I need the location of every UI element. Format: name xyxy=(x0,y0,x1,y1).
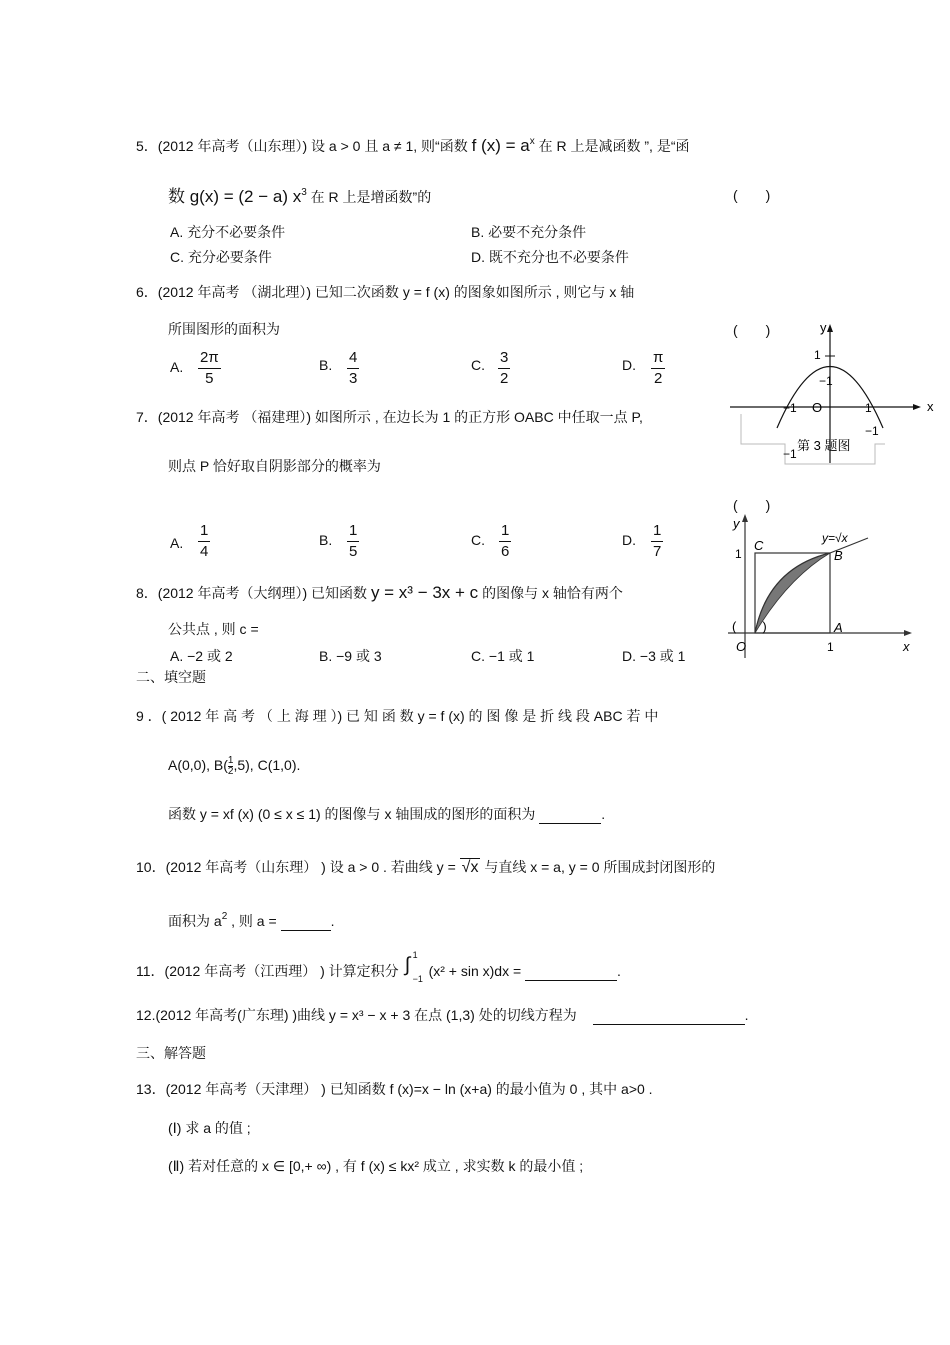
x-neg-one-label: −1 xyxy=(783,401,797,415)
x-one-label-2: 1 xyxy=(827,640,834,654)
q10-line2 xyxy=(168,908,334,931)
q8-answer-paren: ( ) xyxy=(732,619,767,634)
neg-one-inner: −1 xyxy=(819,374,833,388)
q9-points-a: A(0,0), B( xyxy=(168,757,228,774)
q10-end: . xyxy=(330,913,335,929)
q6-option-d-label: D. xyxy=(622,357,636,373)
q7-option-c-frac xyxy=(499,521,511,562)
q6-line1: 6．(2012 年高考 （湖北理）) 已知二次函数 y = f (x) 的图象如图所示 , 则它与 x 轴 xyxy=(136,284,635,300)
q7-option-b-frac xyxy=(347,521,359,562)
q9-line1: 9 ．( 2012 年 高 考 （ 上 海 理 ）) 已 知 函 数 y = f (x) 的 图 像 是 折 线 段 ABC 若 中 xyxy=(136,708,659,724)
q9-line3 xyxy=(168,805,605,824)
q10-sup: 2 xyxy=(221,911,228,922)
q6-b-num: 4 xyxy=(347,348,359,369)
q10-line1-rest: 与直线 x = a, y = 0 所围成封闭图形的 xyxy=(484,859,716,875)
q8-fx: y = x³ − 3x + c xyxy=(370,583,479,602)
q12-end: . xyxy=(744,1007,749,1023)
q5-fx: f (x) = a xyxy=(471,136,530,155)
point-a-label: A xyxy=(834,620,843,635)
q10-root-var: x xyxy=(470,859,479,876)
x-label-2: x xyxy=(903,639,910,654)
q10-sqrt: √x xyxy=(461,859,479,876)
q8-option-b: B. −9 或 3 xyxy=(319,648,382,664)
q13-line1: 13．(2012 年高考（天津理） ) 已知函数 f (x)=x − ln (x+a) 的最小值为 0 , 其中 a>0 . xyxy=(136,1081,653,1097)
q6-c-den: 2 xyxy=(500,370,509,387)
q9-line3-text: 函数 y = xf (x) (0 ≤ x ≤ 1) 的图像与 x 轴围成的图形的面积为 xyxy=(168,806,536,822)
q7-a-num: 1 xyxy=(198,521,210,542)
point-c-label: C xyxy=(754,538,764,553)
q6-line2: 所围图形的面积为 xyxy=(168,321,280,337)
y-label: y xyxy=(820,320,827,335)
q11-answer-blank[interactable] xyxy=(525,962,617,981)
q7-option-a-label: A. xyxy=(170,535,184,551)
q8-line2: 公共点 , 则 c = xyxy=(168,621,259,637)
x-axis-arrow-2 xyxy=(904,630,912,636)
sqrt-curve xyxy=(755,538,868,633)
q8-line1-rest: 的图像与 x 轴恰有两个 xyxy=(482,585,623,601)
q8-option-a: A. −2 或 2 xyxy=(170,648,233,664)
q8-option-c: C. −1 或 1 xyxy=(471,648,535,664)
q6-a-num: 2π xyxy=(198,348,221,369)
q12-answer-blank[interactable] xyxy=(593,1006,745,1025)
q10-answer-blank[interactable] xyxy=(281,912,331,931)
q5-option-a: A. 充分不必要条件 xyxy=(170,224,286,240)
q9-line2 xyxy=(168,756,300,777)
y-axis-arrow-2 xyxy=(742,514,748,522)
q5-line1-text: 5．(2012 年高考（山东理）) 设 a > 0 且 a ≠ 1, 则“函数 xyxy=(136,138,468,154)
q5-answer-paren: ( ) xyxy=(733,187,771,203)
q7-d-num: 1 xyxy=(651,521,663,542)
q8-option-d: D. −3 或 1 xyxy=(622,648,686,664)
section-fill-in: 二、填空题 xyxy=(136,669,206,685)
x-label: x xyxy=(927,399,934,414)
q6-answer-paren: ( ) xyxy=(733,322,771,338)
q5-line1 xyxy=(136,133,690,155)
q7-c-num: 1 xyxy=(499,521,511,542)
neg-one-bottom: −1 xyxy=(783,447,797,461)
q8-line1 xyxy=(136,584,623,602)
q6-option-b-label: B. xyxy=(319,357,333,373)
q6-option-c-frac xyxy=(498,348,510,389)
q11-end: . xyxy=(617,963,621,979)
parabola-graph xyxy=(725,318,940,468)
q11-text: 11．(2012 年高考（江西理） ) 计算定积分 xyxy=(136,963,399,979)
q7-d-den: 7 xyxy=(653,543,662,560)
q6-b-den: 3 xyxy=(349,370,358,387)
q9-answer-blank[interactable] xyxy=(539,805,601,824)
q11-line xyxy=(136,950,621,984)
q8-line1-text: 8．(2012 年高考（大纲理）) 已知函数 xyxy=(136,585,368,601)
q5-option-c: C. 充分必要条件 xyxy=(170,249,272,265)
q9-half-num: 1 xyxy=(227,755,234,766)
q5-line2-rest: 在 R 上是增函数”的 xyxy=(310,189,432,205)
q6-a-den: 5 xyxy=(205,370,214,387)
q7-option-d-frac xyxy=(651,521,663,562)
q9-end: . xyxy=(601,806,606,822)
origin-label: O xyxy=(812,400,823,415)
q10-a-equals: , 则 a = xyxy=(231,913,277,929)
q11-lower-limit: −1 xyxy=(412,974,423,984)
q7-b-den: 5 xyxy=(349,543,358,560)
q7-option-a-frac xyxy=(198,521,210,562)
q7-b-num: 1 xyxy=(347,521,359,542)
q9-half-den: 2 xyxy=(227,766,234,777)
q5-line1-rest: 在 R 上是减函数 ”, 是“函 xyxy=(538,138,690,154)
q5-option-b: B. 必要不充分条件 xyxy=(471,224,587,240)
q6-option-a-label: A. xyxy=(170,359,184,375)
q10-line1 xyxy=(136,858,715,877)
point-b-label: B xyxy=(834,548,843,563)
x-one-label: 1 xyxy=(865,401,872,415)
x-axis-arrow xyxy=(913,404,921,410)
q6-c-num: 3 xyxy=(498,348,510,369)
q6-d-num: π xyxy=(651,348,665,369)
q6-d-den: 2 xyxy=(654,370,663,387)
q10-line1-text: 10．(2012 年高考（山东理） ) 设 a > 0 . 若曲线 y = xyxy=(136,859,456,875)
q7-answer-paren: ( ) xyxy=(733,497,771,513)
q6-option-d-frac xyxy=(651,348,665,389)
q7-c-den: 6 xyxy=(501,543,510,560)
q9-points-b: ,5), C(1,0). xyxy=(233,757,301,774)
q5-sup2: 3 xyxy=(301,187,307,198)
origin-label-2: O xyxy=(736,639,747,654)
graph-caption: 第 3 题图 xyxy=(797,438,851,453)
q6-option-b-frac xyxy=(347,348,359,389)
q13-part1: (Ⅰ) 求 a 的值 ; xyxy=(168,1120,251,1136)
y-one-label: 1 xyxy=(814,348,821,362)
q5-sup: x xyxy=(529,136,535,147)
q5-gx: 数 g(x) = (2 − a) x xyxy=(168,187,302,206)
q5-option-d: D. 既不充分也不必要条件 xyxy=(471,249,629,265)
q12-line xyxy=(136,1006,748,1025)
q10-area: 面积为 a xyxy=(168,913,222,929)
q7-line1: 7．(2012 年高考 （福建理）) 如图所示 , 在边长为 1 的正方形 OABC 中任取一点 P, xyxy=(136,409,643,425)
q7-a-den: 4 xyxy=(200,543,209,560)
sqrt-square-graph xyxy=(718,508,918,668)
q5-line2 xyxy=(168,184,431,206)
y-axis-arrow xyxy=(827,324,833,332)
q7-option-c-label: C. xyxy=(471,532,485,548)
q6-option-c-label: C. xyxy=(471,357,485,373)
y-one-label-2: 1 xyxy=(735,547,742,561)
y-label-2: y xyxy=(733,516,740,531)
q12-text: 12.(2012 年高考(广东理) )曲线 y = x³ − x + 3 在点 (1,3) 处的切线方程为 xyxy=(136,1007,577,1023)
q11-integrand: (x² + sin x)dx = xyxy=(428,963,522,979)
q7-option-b-label: B. xyxy=(319,532,333,548)
q7-line2: 则点 P 恰好取自阴影部分的概率为 xyxy=(168,458,381,474)
q11-upper-limit: 1 xyxy=(412,950,418,960)
q11-integral: ∫ 1 −1 xyxy=(403,958,429,976)
section-solve: 三、解答题 xyxy=(136,1045,206,1061)
q13-part2: (Ⅱ) 若对任意的 x ∈ [0,+ ∞) , 有 f (x) ≤ kx² 成立 , 求实数 k 的最小值 ; xyxy=(168,1158,584,1174)
q6-option-a-frac xyxy=(198,348,221,389)
curve-label: y=√x xyxy=(822,531,848,545)
neg-one-right: −1 xyxy=(865,424,879,438)
q7-option-d-label: D. xyxy=(622,532,636,548)
